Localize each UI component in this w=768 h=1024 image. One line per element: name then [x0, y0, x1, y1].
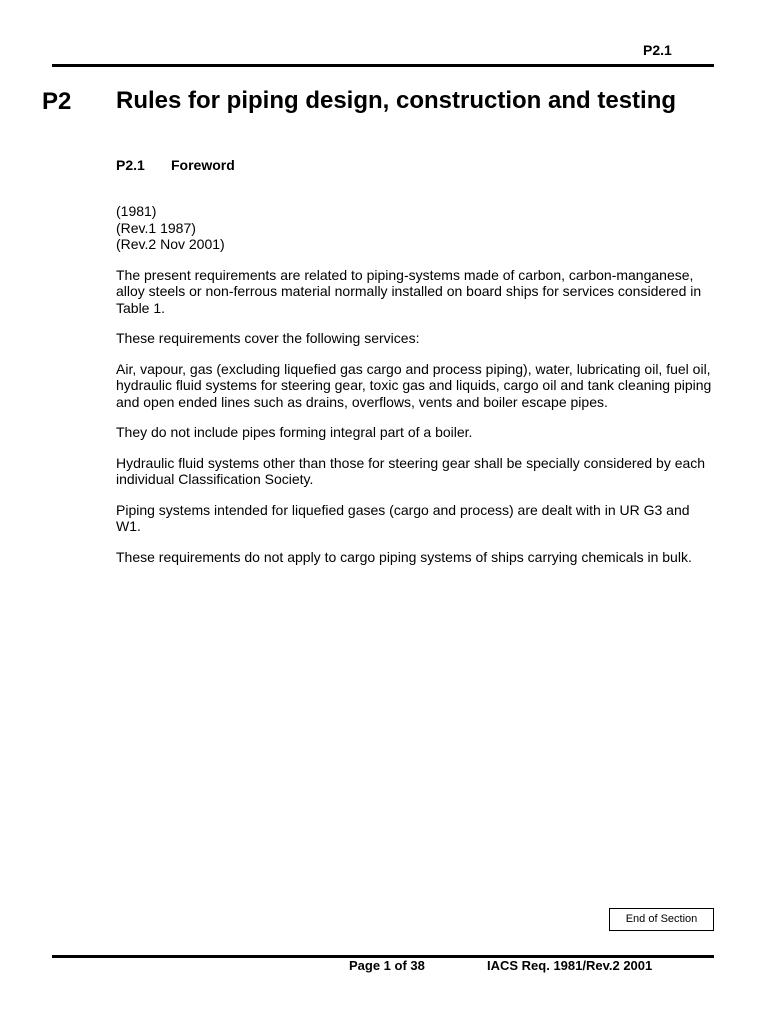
subsection-heading	[116, 157, 235, 173]
header-rule	[52, 64, 714, 67]
paragraph-chemicals: These requirements do not apply to cargo piping systems of ships carrying chemicals in bulk.	[116, 548, 692, 565]
paragraph-scope: The present requirements are related to piping-systems made of carbon, carbon-manganese, alloy steels or non-ferrous material normally installed on board ships for services considered in Table 1.	[116, 266, 702, 316]
paragraph-services-list: Air, vapour, gas (excluding liquefied gas cargo and process piping), water, lubricating oil, fuel oil, hydraulic fluid systems for steering gear, toxic gas and liquids, cargo oil and tank cleaning piping and open ended lines such as drains, overflows, vents and boiler escape pipes.	[116, 360, 712, 410]
end-of-section-box: End of Section	[609, 908, 714, 931]
header-section-code: P2.1	[643, 42, 672, 58]
revision-entry: (Rev.1 1987)	[116, 219, 196, 236]
paragraph-boiler-exclusion: They do not include pipes forming integral part of a boiler.	[116, 424, 473, 440]
section-title: Rules for piping design, construction and testing	[116, 87, 677, 114]
document-body	[116, 189, 716, 579]
footer-page-number: Page 1 of 38	[349, 958, 425, 973]
footer-reference: IACS Req. 1981/Rev.2 2001	[487, 958, 653, 973]
paragraph-services-intro: These requirements cover the following services:	[116, 330, 420, 346]
section-code: P2	[42, 88, 72, 115]
revision-entry: (1981)	[116, 203, 157, 219]
paragraph-hydraulic: Hydraulic fluid systems other than those for steering gear shall be specially considered by each individual Classification Society.	[116, 454, 706, 487]
subsection-title: Foreword	[171, 157, 235, 173]
revision-entry: (Rev.2 Nov 2001)	[116, 236, 225, 252]
paragraph-liquefied-gases: Piping systems intended for liquefied gases (cargo and process) are dealt with in UR G3 and W1.	[116, 501, 690, 534]
subsection-number: P2.1	[116, 157, 145, 173]
